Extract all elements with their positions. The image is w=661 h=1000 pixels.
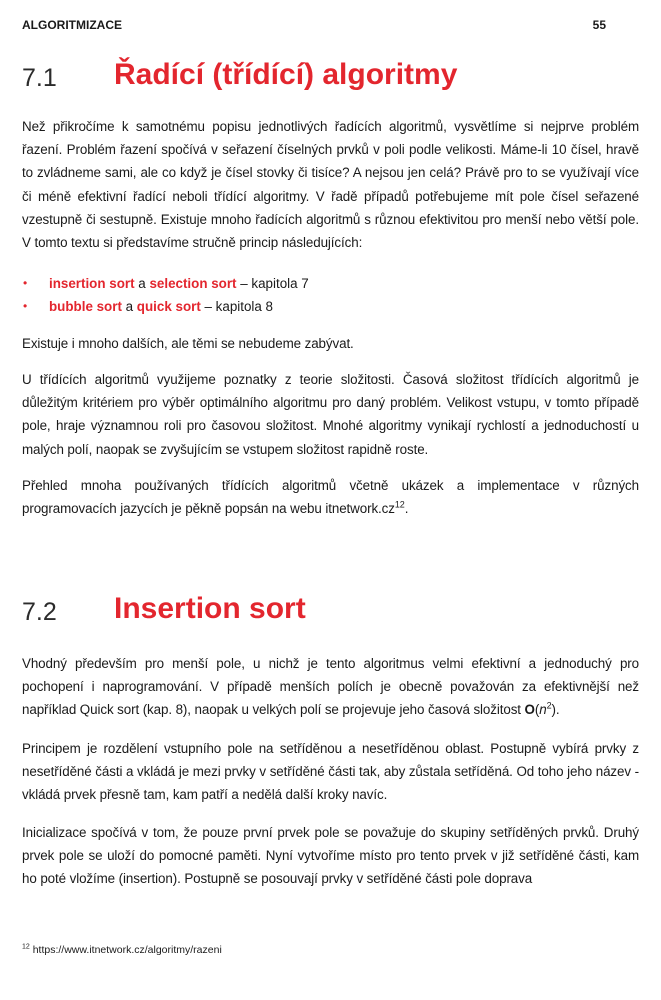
list-item	[22, 272, 639, 295]
running-title: ALGORITMIZACE	[22, 18, 122, 32]
paragraph-insertion-3: Inicializace spočívá v tom, že pouze první prvek pole se považuje do skupiny setříděných prvků. Druhý prvek pole se uloží do pomocné paměti. Nyní vytvoříme místo pro tento prvek v již setříděné části, kam ho poté vložíme (insertion). Postupně se posouvají prvky v setříděné části pole doprava	[22, 825, 639, 887]
section-title: Řadící (třídící) algoritmy	[114, 58, 458, 91]
paragraph-overview	[22, 474, 639, 520]
overview-end: .	[404, 501, 409, 517]
exponent: 2	[546, 700, 552, 711]
term-insertion-sort: insertion sort	[49, 276, 135, 291]
footnote-mark: 12	[394, 499, 405, 510]
big-o: O	[524, 702, 535, 718]
overview-text: Přehled mnoha používaných třídících algoritmů včetně ukázek a implementace v různých programovacích jazycích je pěkně popsán na webu itnetwork.cz	[22, 478, 639, 517]
footnote-number: 12	[22, 943, 30, 951]
footnote-url[interactable]: https://www.itnetwork.cz/algoritmy/razeni	[29, 944, 222, 956]
footnote	[22, 944, 222, 956]
section-title: Insertion sort	[114, 592, 306, 625]
paren-open: (	[534, 702, 540, 718]
section-number: 7.2	[22, 598, 57, 626]
chapter-ref: – kapitola 8	[200, 299, 274, 314]
list-item	[22, 295, 639, 318]
chapter-ref: – kapitola 7	[236, 276, 309, 291]
page-number: 55	[592, 18, 606, 32]
paragraph-insertion-2: Principem je rozdělení vstupního pole na setříděnou a nesetříděnou oblast. Postupně vybírá prvky z nesetříděné části a vkládá je mezi prvky v setříděné části tak, aby zůstala setříděná. Od toho jeho název - vkládá prvek přesně tam, kam patří a nedělá další kroky navíc.	[22, 741, 639, 803]
paren-close: ).	[551, 702, 560, 718]
conjunction: a	[134, 276, 150, 291]
paragraph-insertion-1	[22, 652, 639, 722]
bullet-icon: •	[23, 299, 28, 313]
bullet-icon: •	[23, 276, 28, 290]
intro-paragraph: Než přikročíme k samotnému popisu jednotlivých řadících algoritmů, vysvětlíme si nejprve problém řazení. Problém řazení spočívá v seřazení číselných prvků v poli podle velikosti. Máme-li 10 čísel, hravě to zvládneme sami, ale co když je čísel stovky či tisíce? A nejsou jen celá? Právě pro to se využívají více či méně efektivní řadící neboli třídící algoritmy. V řadě případů potřebujeme mít pole čísel seřazené vzestupně či sestupně. Existuje mnoho řadících algoritmů s různou efektivitou pro menší nebo větší pole. V tomto textu si představíme stručně princip následujících:	[22, 119, 639, 251]
var-n: n	[539, 702, 547, 718]
algorithm-list	[22, 272, 639, 318]
term-bubble-sort: bubble sort	[49, 299, 122, 314]
term-selection-sort: selection sort	[149, 276, 237, 291]
insertion-text: Vhodný především pro menší pole, u nichž je tento algoritmus velmi efektivní a jednoduchý pro pochopení i naprogramování. V případě menších polích je obecně považován za efektivnější než například Quick sort (kap. 8), naopak u velkých polí se projevuje jeho časová složitost	[22, 656, 639, 718]
paragraph-complexity: U třídících algoritmů využijeme poznatky z teorie složitosti. Časová složitost třídících algoritmů je důležitým kritériem pro výběr optimálního algoritmu pro daný problém. Velikost vstupu, v tomto případě pole, hraje významnou roli pro časovou složitost. Mnohé algoritmy vynikají rychlostí a jednoduchostí u malých polí, naopak se zvyšujícím se vstupem složitost rapidně roste.	[22, 372, 639, 457]
page-header	[22, 18, 606, 32]
term-quick-sort: quick sort	[136, 299, 201, 314]
paragraph-other: Existuje i mnoho dalších, ale těmi se nebudeme zabývat.	[22, 336, 354, 351]
section-number: 7.1	[22, 64, 57, 92]
conjunction: a	[121, 299, 137, 314]
